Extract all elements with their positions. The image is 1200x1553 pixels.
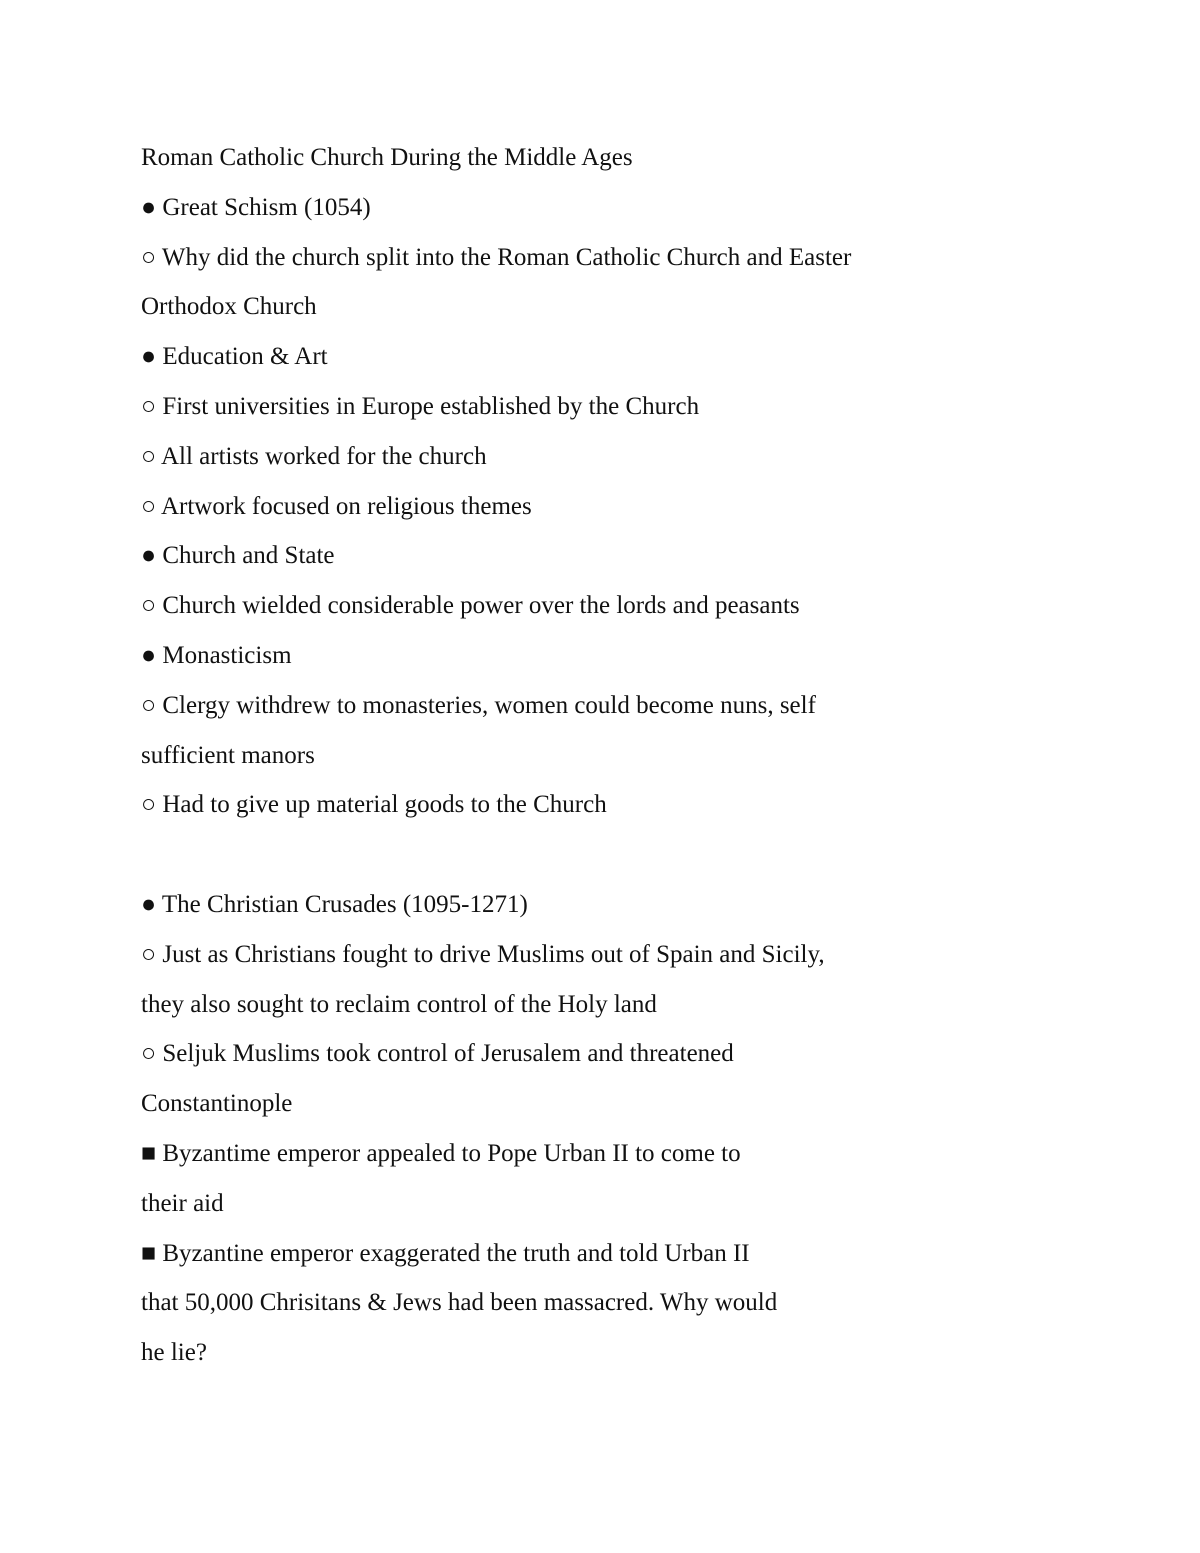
sub-bullet-clergy: ○ Clergy withdrew to monasteries, women could become nuns, self bbox=[141, 691, 816, 719]
bullet-crusades: ● The Christian Crusades (1095-1271) bbox=[141, 890, 528, 918]
text-line-continuation: their aid bbox=[141, 1189, 224, 1217]
square-bullet-emperor-appealed: ■ Byzantime emperor appealed to Pope Urban II to come to bbox=[141, 1139, 741, 1167]
sub-bullet-material-goods: ○ Had to give up material goods to the Church bbox=[141, 791, 607, 819]
bullet-monasticism: ● Monasticism bbox=[141, 641, 292, 669]
sub-bullet-church-split: ○ Why did the church split into the Roman Catholic Church and Easter bbox=[141, 243, 852, 271]
text-line-continuation: that 50,000 Chrisitans & Jews had been massacred. Why would bbox=[141, 1289, 778, 1317]
sub-bullet-artwork: ○ Artwork focused on religious themes bbox=[141, 492, 532, 520]
sub-bullet-universities: ○ First universities in Europe established by the Church bbox=[141, 392, 700, 420]
bullet-great-schism: ● Great Schism (1054) bbox=[141, 193, 371, 221]
text-line-continuation: Constantinople bbox=[141, 1090, 293, 1118]
square-bullet-emperor-exaggerated: ■ Byzantine emperor exaggerated the truth and told Urban II bbox=[141, 1239, 750, 1267]
text-line-continuation: he lie? bbox=[141, 1339, 207, 1367]
sub-bullet-artists: ○ All artists worked for the church bbox=[141, 442, 487, 470]
bullet-church-state: ● Church and State bbox=[141, 542, 335, 570]
sub-bullet-church-power: ○ Church wielded considerable power over the lords and peasants bbox=[141, 592, 800, 620]
bullet-education-art: ● Education & Art bbox=[141, 343, 328, 371]
document-title: Roman Catholic Church During the Middle Ages bbox=[141, 144, 633, 171]
blank-line bbox=[141, 830, 1041, 880]
sub-bullet-seljuk: ○ Seljuk Muslims took control of Jerusalem and threatened bbox=[141, 1040, 734, 1068]
sub-bullet-christians-fought: ○ Just as Christians fought to drive Muslims out of Spain and Sicily, bbox=[141, 940, 825, 968]
document-body bbox=[141, 133, 1041, 1378]
text-line-continuation: Orthodox Church bbox=[141, 293, 317, 321]
text-line-continuation: they also sought to reclaim control of the Holy land bbox=[141, 990, 657, 1018]
text-line-continuation: sufficient manors bbox=[141, 741, 315, 769]
